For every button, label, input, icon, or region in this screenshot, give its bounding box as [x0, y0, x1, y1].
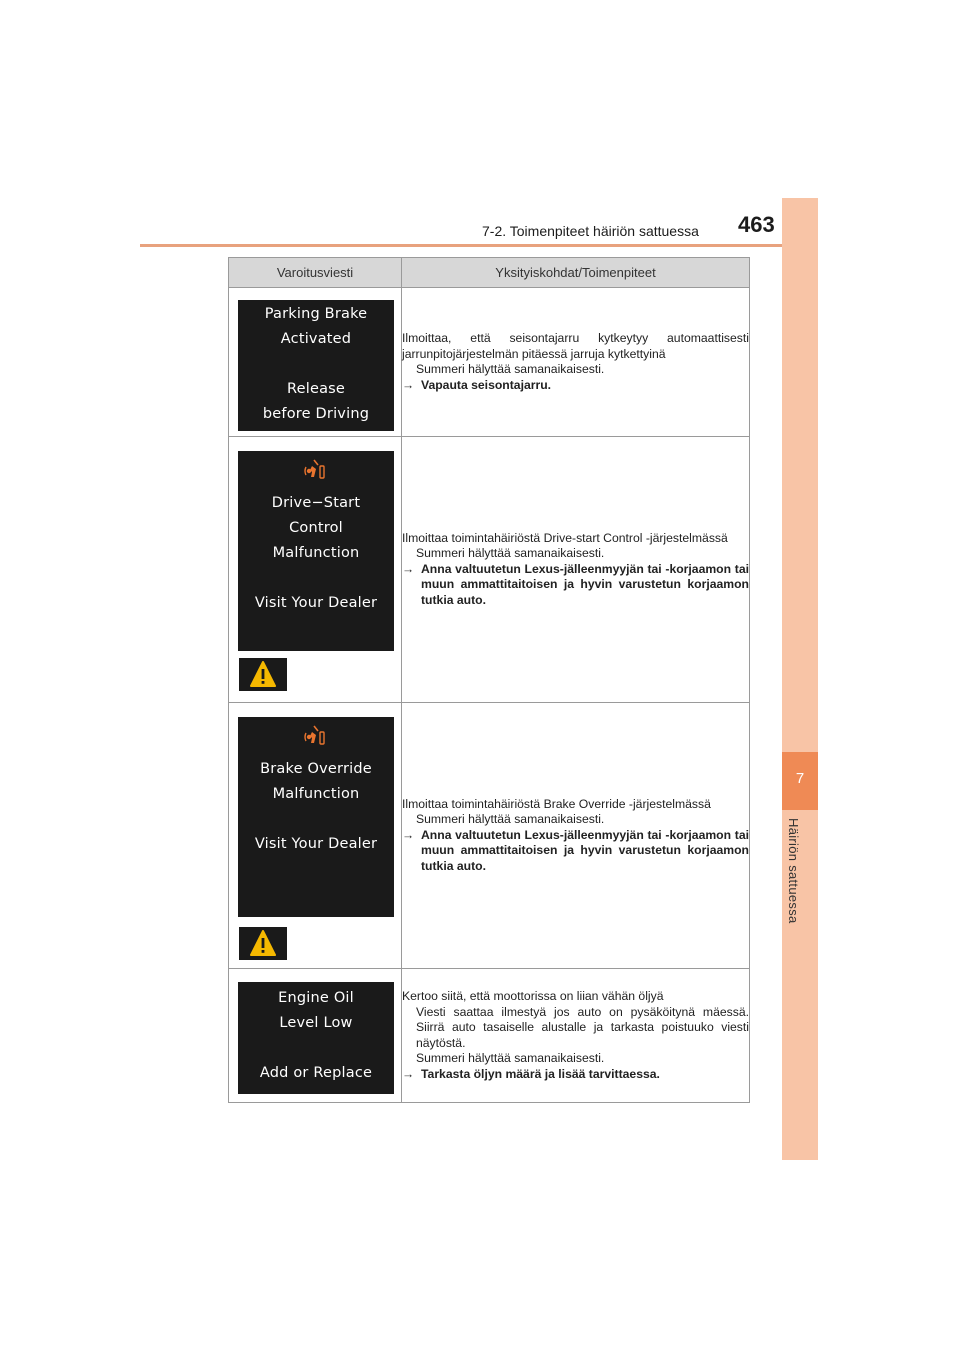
action-text: → Anna valtuutetun Lexus-jälleenmyyjän tai -korjaamon tai muun ammattitaitoisen ja hyvin varustetun korjaamon tutkia auto.	[402, 827, 749, 873]
table-row	[229, 969, 750, 1103]
display-line: Brake Override	[260, 761, 372, 777]
chapter-label: Häiriön sattuessa	[786, 818, 801, 924]
display-line: Visit Your Dealer	[254, 836, 378, 852]
display-line: Control	[289, 520, 343, 536]
right-arrow-icon: →	[402, 827, 415, 842]
message-cell	[229, 703, 402, 969]
display-line: Visit Your Dealer	[254, 595, 378, 611]
foot-brake-pedal-icon	[238, 451, 394, 491]
display-line: before Driving	[262, 406, 370, 422]
header-divider	[140, 244, 818, 247]
display-line	[238, 352, 394, 377]
column-header-details: Yksityiskohdat/Toimenpiteet	[402, 258, 750, 288]
action-text: → Vapauta seisontajarru.	[402, 377, 552, 392]
table-header-row	[229, 258, 750, 288]
column-header-message: Varoitusviesti	[229, 258, 402, 288]
chapter-number: 7	[795, 770, 805, 787]
note-text: Summeri hälyttää samanaikaisesti.	[416, 812, 605, 827]
description-text: Ilmoittaa toimintahäiriöstä Drive-start Control -järjestelmässä	[402, 530, 728, 545]
note-text: Summeri hälyttää samanaikaisesti.	[416, 362, 605, 376]
message-display	[238, 717, 394, 917]
right-arrow-icon: →	[402, 377, 415, 392]
details-cell	[402, 969, 750, 1103]
display-line: Malfunction	[272, 545, 360, 561]
display-line	[238, 807, 394, 832]
display-line: Add or Replace	[259, 1065, 373, 1081]
message-cell	[229, 288, 402, 437]
display-line: Release	[286, 381, 346, 397]
note-text: Viesti saattaa ilmestyä jos auto on pysäköitynä mäessä. Siirrä auto tasaiselle alustalle ja tarkasta poistuuko viesti näytöstä.	[416, 1004, 749, 1050]
foot-brake-pedal-icon	[238, 717, 394, 757]
message-cell	[229, 969, 402, 1103]
page-number: 463	[738, 212, 775, 237]
note-text: Summeri hälyttää samanaikaisesti.	[416, 1051, 605, 1065]
message-display	[238, 982, 394, 1094]
display-line: Parking Brake	[264, 306, 368, 322]
description-text: Kertoo siitä, että moottorissa on liian vähän öljyä	[402, 989, 664, 1003]
table-row	[229, 288, 750, 437]
right-arrow-icon: →	[402, 1066, 415, 1081]
right-arrow-icon: →	[402, 561, 415, 576]
display-line: Level Low	[279, 1015, 353, 1031]
action-text: → Tarkasta öljyn määrä ja lisää tarvittaessa.	[402, 1066, 660, 1081]
display-line: Drive−Start	[271, 495, 361, 511]
warning-triangle-icon	[239, 658, 287, 691]
description-text: Ilmoittaa toimintahäiriöstä Brake Override -järjestelmässä	[402, 796, 711, 811]
section-title: 7-2. Toimenpiteet häiriön sattuessa	[482, 223, 699, 239]
details-cell	[402, 703, 750, 969]
display-line	[238, 1036, 394, 1061]
display-line: Activated	[280, 331, 352, 347]
message-cell	[229, 437, 402, 703]
table-row	[229, 437, 750, 703]
display-line: Malfunction	[272, 786, 360, 802]
chapter-side-tab	[782, 198, 818, 1160]
action-text: → Anna valtuutetun Lexus-jälleenmyyjän tai -korjaamon tai muun ammattitaitoisen ja hyvin varustetun korjaamon tutkia auto.	[402, 561, 749, 607]
note-text: Summeri hälyttää samanaikaisesti.	[416, 546, 605, 561]
warning-triangle-icon	[239, 927, 287, 960]
display-line: Engine Oil	[278, 990, 354, 1006]
warning-message-table	[228, 257, 750, 1103]
display-line	[238, 566, 394, 591]
details-cell	[402, 288, 750, 437]
details-cell	[402, 437, 750, 703]
table-row	[229, 703, 750, 969]
description-text: Ilmoittaa, että seisontajarru kytkeytyy automaattisesti jarrunpitojärjestelmän pitäessä jarruja kytkettyinä	[402, 331, 749, 361]
message-display	[238, 451, 394, 651]
message-display	[238, 300, 394, 431]
